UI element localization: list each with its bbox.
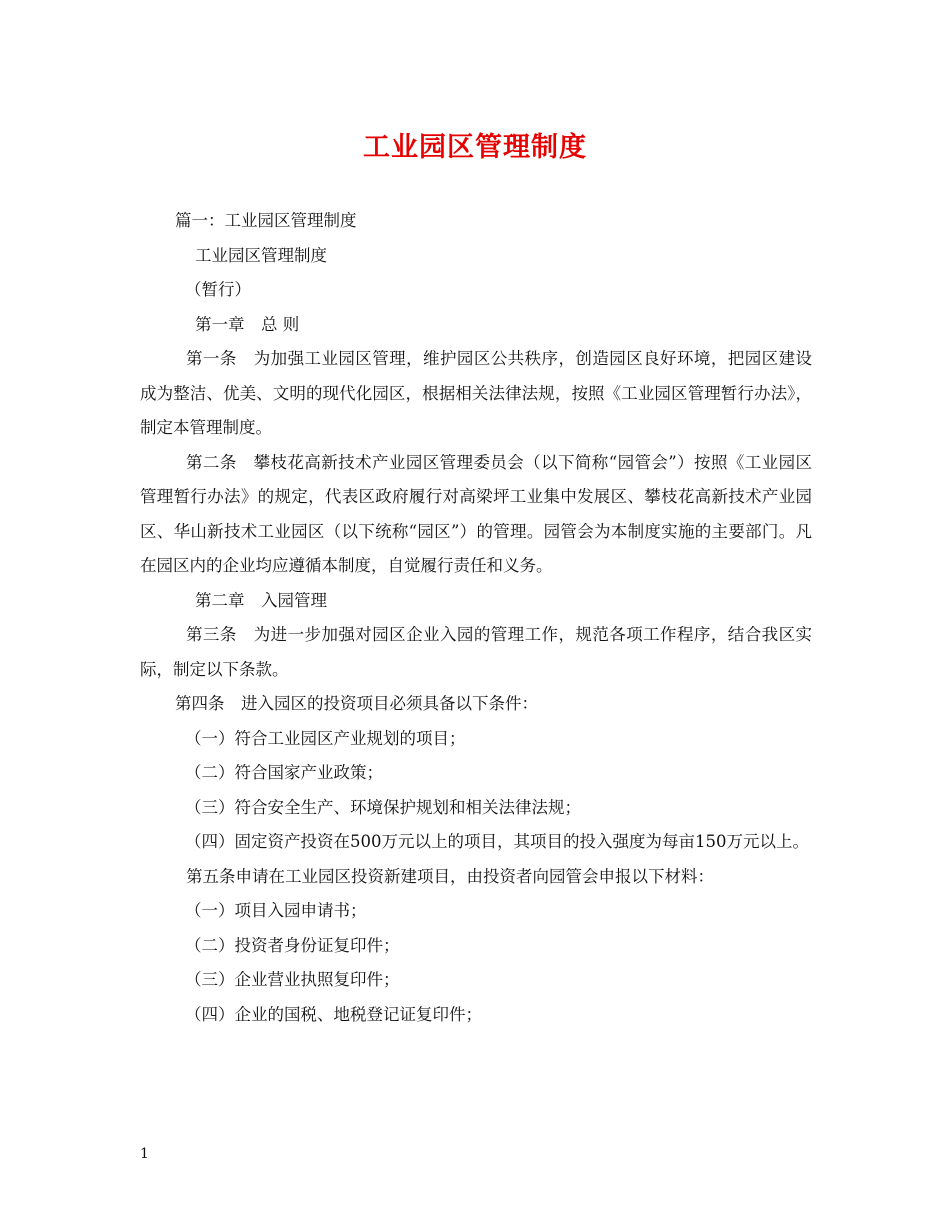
document-title: 工业园区管理制度 <box>363 132 587 163</box>
article-4-item: （二）符合国家产业政策； <box>185 763 383 782</box>
article-1: 第一条 为加强工业园区管理，维护园区公共秩序，创造园区良好环境，把园区建设成为整洁、优美、文明的现代化园区，根据相关法律法规，按照《工业园区管理暂行办法》，制定本管理制度。 <box>140 349 812 437</box>
article-5-item: （四）企业的国税、地税登记证复印件； <box>185 1004 482 1024</box>
regulation-name: 工业园区管理制度 <box>195 245 327 265</box>
article-5-item: （二）投资者身份证复印件； <box>185 935 400 955</box>
article-4-item: （一）符合工业园区产业规划的项目； <box>185 728 466 748</box>
regulation-status: （暂行） <box>185 280 251 299</box>
article-3: 第三条 为进一步加强对园区企业入园的管理工作，规范各项工作程序，结合我区实际，制定以下条款。 <box>140 625 812 679</box>
article-5-item: （三）企业营业执照复印件； <box>185 970 400 989</box>
section-heading: 篇一：工业园区管理制度 <box>175 211 357 230</box>
article-4-item-4: （四）固定资产投资在500万元以上的项目，其项目的投入强度为每亩150万元以上。 <box>185 832 809 851</box>
document-body <box>140 204 812 1032</box>
article-4: 第四条 进入园区的投资项目必须具备以下条件： <box>175 694 538 713</box>
article-2: 第二条 攀枝花高新技术产业园区管理委员会（以下简称“园管会”）按照《工业园区管理暂行办法》的规定，代表区政府履行对高梁坪工业集中发展区、攀枝花高新技术产业园区、华山新技术工业园区（以下统称“园区”）的管理。园管会为本制度实施的主要部门。凡在园区内的企业均应遵循本制度，自觉履行责任和义务。 <box>140 452 812 575</box>
page-number: 1 <box>140 1146 149 1162</box>
article-5: 第五条申请在工业园区投资新建项目，由投资者向园管会申报以下材料： <box>186 866 714 886</box>
article-4-item: （三）符合安全生产、环境保护规划和相关法律法规； <box>185 797 581 817</box>
chapter-2-heading: 第二章 入园管理 <box>195 590 327 610</box>
chapter-1-heading: 第一章 总 则 <box>195 314 300 334</box>
article-5-item: （一）项目入园申请书； <box>185 901 367 920</box>
